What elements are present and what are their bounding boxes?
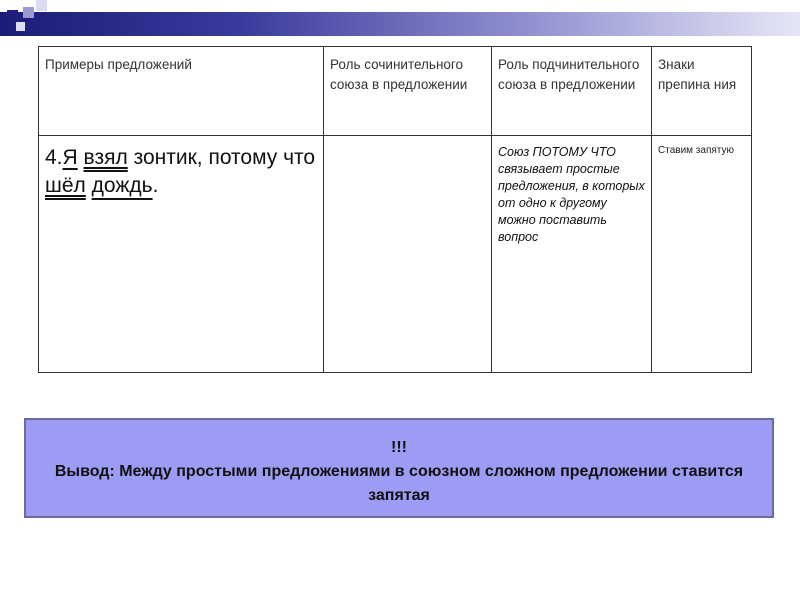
table-header-row (39, 47, 752, 136)
header-square-icon (16, 22, 25, 31)
example-cell (39, 136, 324, 373)
coordinating-role-cell (324, 136, 492, 373)
subject-word: дождь (91, 174, 153, 197)
header-square-icon (7, 10, 18, 21)
punctuation-cell: Ставим запятую (652, 136, 752, 373)
header-square-icon (23, 7, 34, 18)
header-gradient-bar (0, 12, 800, 36)
sentence-end: . (152, 174, 159, 197)
header-subordinating-role: Роль подчинительного союза в предложении (492, 47, 652, 136)
header-examples: Примеры предложений (39, 47, 324, 136)
subordinating-role-cell: Союз ПОТОМУ ЧТО связывает простые предложения, в которых от одно к другому можно поставить вопрос (492, 136, 652, 373)
predicate-word: шёл (45, 174, 86, 197)
conclusion-box (24, 418, 774, 518)
word: зонтик, (133, 146, 203, 169)
header-square-icon (36, 0, 47, 11)
example-number: 4. (45, 146, 63, 169)
conclusion-mark: !!! (391, 439, 407, 456)
header-coordinating-role: Роль сочинительного союза в предложении (324, 47, 492, 136)
predicate-word: взял (83, 146, 128, 169)
conjunction: потому что (208, 146, 316, 169)
comparison-table (38, 46, 752, 373)
subject-word: Я (62, 146, 78, 169)
header-punctuation: Знаки препина ния (652, 47, 752, 136)
conclusion-text: Вывод: Между простыми предложениями в союзном сложном предложении ставится запятая (54, 463, 744, 504)
example-sentence (45, 144, 317, 200)
table-row (39, 136, 752, 373)
